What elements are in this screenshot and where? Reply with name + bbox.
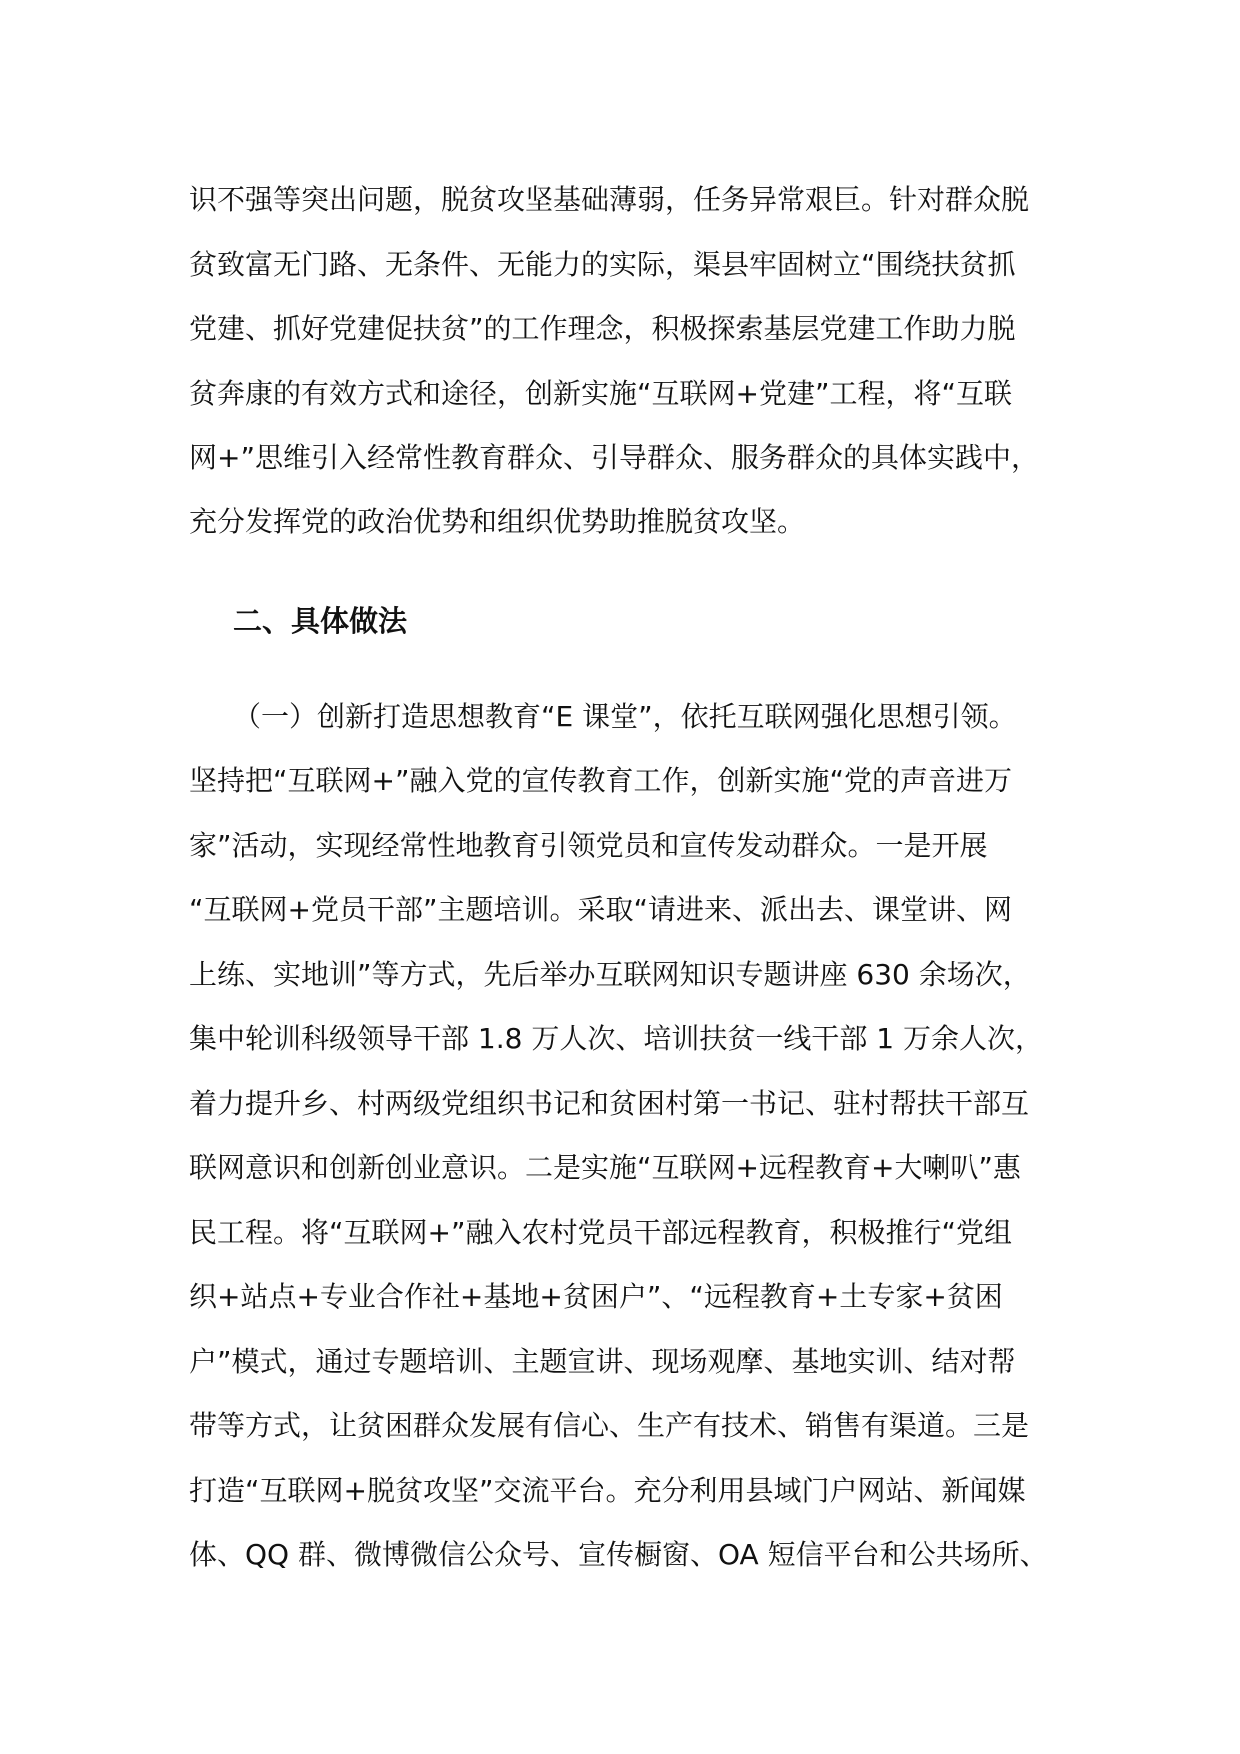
paragraph-2-line-14: 体、QQ 群、微博微信公众号、宣传橱窗、OA 短信平台和公共场所、	[189, 1538, 1048, 1571]
paragraph-1-line-4: 贫奔康的有效方式和途径，创新实施“互联网+党建”工程，将“互联	[189, 377, 1012, 410]
paragraph-2-line-8: 联网意识和创新创业意识。二是实施“互联网+远程教育+大喇叭”惠	[189, 1151, 1021, 1184]
paragraph-2-line-13: 打造“互联网+脱贫攻坚”交流平台。充分利用县域门户网站、新闻媒	[189, 1474, 1026, 1507]
paragraph-2-line-5: 上练、实地训”等方式，先后举办互联网知识专题讲座 630 余场次，	[189, 958, 1031, 991]
section-heading: 二、具体做法	[233, 604, 408, 638]
paragraph-2-line-7: 着力提升乡、村两级党组织书记和贫困村第一书记、驻村帮扶干部互	[189, 1087, 1030, 1120]
paragraph-2-line-4: “互联网+党员干部”主题培训。采取“请进来、派出去、课堂讲、网	[189, 893, 1012, 926]
paragraph-1-line-1: 识不强等突出问题，脱贫攻坚基础薄弱，任务异常艰巨。针对群众脱	[189, 183, 1030, 216]
paragraph-2-line-3: 家”活动，实现经常性地教育引领党员和宣传发动群众。一是开展	[189, 829, 988, 862]
paragraph-1-line-6: 充分发挥党的政治优势和组织优势助推脱贫攻坚。	[189, 505, 806, 538]
paragraph-2-line-1: （一）创新打造思想教育“E 课堂”，依托互联网强化思想引领。	[233, 700, 1017, 733]
paragraph-2-line-10: 织+站点+专业合作社+基地+贫困户”、“远程教育+土专家+贫困	[189, 1280, 1003, 1313]
paragraph-2-line-6: 集中轮训科级领导干部 1.8 万人次、培训扶贫一线干部 1 万余人次，	[189, 1022, 1043, 1055]
paragraph-2-line-12: 带等方式，让贫困群众发展有信心、生产有技术、销售有渠道。三是	[189, 1409, 1030, 1442]
paragraph-2-line-11: 户”模式，通过专题培训、主题宣讲、现场观摩、基地实训、结对帮	[189, 1345, 1016, 1378]
paragraph-1-line-5: 网+”思维引入经常性教育群众、引导群众、服务群众的具体实践中，	[189, 441, 1039, 474]
paragraph-2-line-2: 坚持把“互联网+”融入党的宣传教育工作，创新实施“党的声音进万	[189, 764, 1012, 797]
paragraph-1-line-2: 贫致富无门路、无条件、无能力的实际，渠县牢固树立“围绕扶贫抓	[189, 248, 1016, 281]
paragraph-2-line-9: 民工程。将“互联网+”融入农村党员干部远程教育，积极推行“党组	[189, 1216, 1012, 1249]
paragraph-1-line-3: 党建、抓好党建促扶贫”的工作理念，积极探索基层党建工作助力脱	[189, 312, 1016, 345]
